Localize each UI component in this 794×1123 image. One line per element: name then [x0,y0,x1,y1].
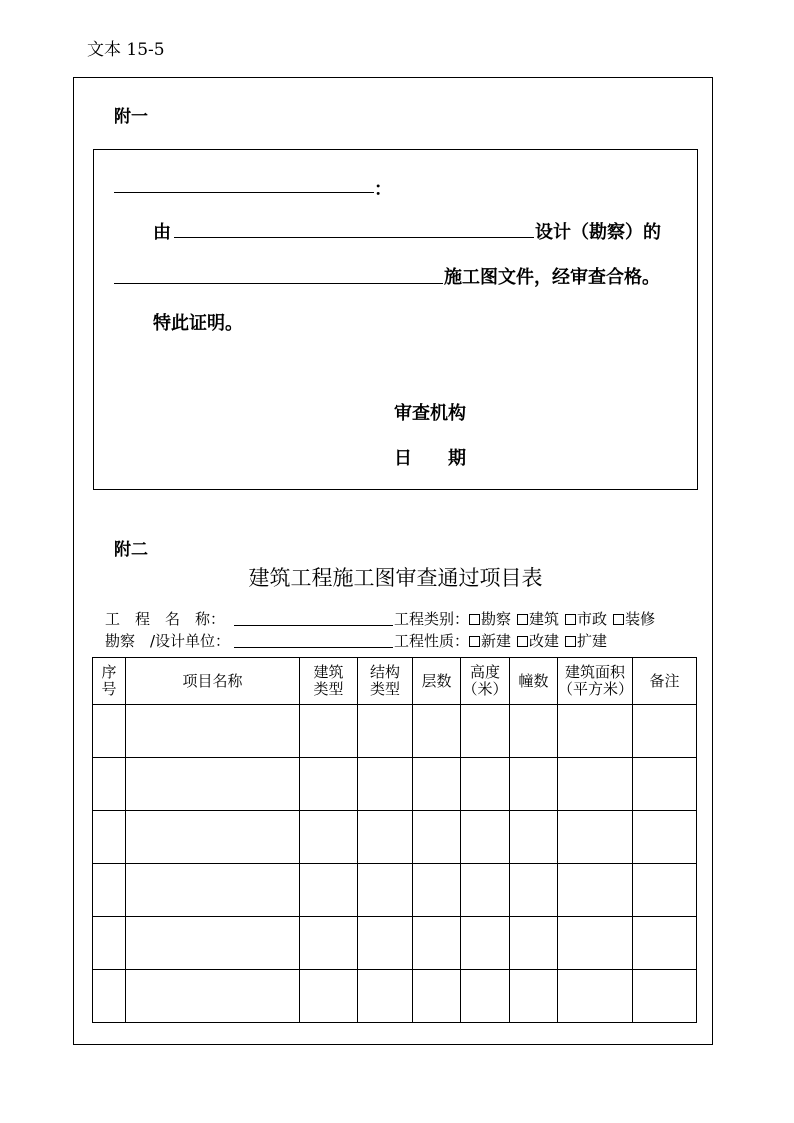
checkbox-icon[interactable] [469,636,480,647]
table-cell[interactable] [461,758,510,811]
table-cell[interactable] [558,864,633,917]
table-cell[interactable] [93,811,126,864]
certify-text: 特此证明。 [153,313,243,334]
category-label: 工程类别： [394,610,470,628]
checkbox-icon[interactable] [517,636,528,647]
project-table [92,657,697,1023]
table-cell[interactable] [633,811,697,864]
option-decoration[interactable]: 装修 [613,610,655,628]
approval-text: 施工图文件，经审查合格。 [444,267,660,288]
table-cell[interactable] [93,758,126,811]
table-cell[interactable] [300,705,358,758]
table-row [93,864,697,917]
table-cell[interactable] [558,758,633,811]
table-cell[interactable] [358,705,413,758]
document-number: 文本 15-5 [87,40,165,60]
table-cell[interactable] [126,917,300,970]
table-cell[interactable] [461,705,510,758]
table-cell[interactable] [358,864,413,917]
table-cell[interactable] [558,811,633,864]
table-cell[interactable] [93,705,126,758]
header-floor-area: 建筑面积 （平方米） [558,658,633,705]
header-structure-type: 结构 类型 [358,658,413,705]
checkbox-icon[interactable] [613,614,624,625]
table-cell[interactable] [510,917,558,970]
table-cell[interactable] [358,970,413,1023]
nature-group [394,630,613,651]
checkbox-icon[interactable] [517,614,528,625]
table-cell[interactable] [633,705,697,758]
header-building-count: 幢数 [510,658,558,705]
table-cell[interactable] [358,811,413,864]
table-cell[interactable] [126,811,300,864]
annex-2-heading: 附二 [114,540,148,560]
by-label: 由 [153,222,171,243]
nature-label: 工程性质： [394,632,470,650]
checkbox-icon[interactable] [565,614,576,625]
table-cell[interactable] [300,864,358,917]
table-cell[interactable] [358,917,413,970]
table-header-row [93,658,697,705]
table-cell[interactable] [93,917,126,970]
table-cell[interactable] [558,917,633,970]
table-cell[interactable] [358,758,413,811]
table-cell[interactable] [300,970,358,1023]
checkbox-icon[interactable] [565,636,576,647]
table-cell[interactable] [126,864,300,917]
annex-1-heading: 附一 [114,107,148,127]
category-group [394,608,661,629]
option-municipal[interactable]: 市政 [565,610,607,628]
table-cell[interactable] [633,917,697,970]
header-height: 高度 （米） [461,658,510,705]
table-row [93,917,697,970]
option-survey[interactable]: 勘察 [469,610,511,628]
table-cell[interactable] [510,811,558,864]
option-renovation[interactable]: 改建 [517,632,559,650]
table-cell[interactable] [510,758,558,811]
table-cell[interactable] [93,864,126,917]
table-cell[interactable] [510,970,558,1023]
table-row [93,705,697,758]
design-survey-text: 设计（勘察）的 [535,222,661,243]
table-cell[interactable] [413,811,461,864]
table-cell[interactable] [300,917,358,970]
table-cell[interactable] [126,705,300,758]
table-cell[interactable] [510,864,558,917]
table-row [93,970,697,1023]
header-project-name: 项目名称 [126,658,300,705]
table-cell[interactable] [633,970,697,1023]
table-cell[interactable] [510,705,558,758]
table-row [93,758,697,811]
design-unit-field-blank[interactable] [234,647,393,648]
table-row [93,811,697,864]
project-blank[interactable] [114,283,443,284]
table-cell[interactable] [558,705,633,758]
table-cell[interactable] [413,970,461,1023]
project-name-label: 工 程 名 称： [105,610,226,628]
table-cell[interactable] [126,758,300,811]
design-unit-blank[interactable] [174,237,534,238]
header-building-type: 建筑 类型 [300,658,358,705]
option-new-build[interactable]: 新建 [469,632,511,650]
header-serial-no: 序 号 [93,658,126,705]
table-cell[interactable] [461,864,510,917]
review-org-label: 审查机构 [394,403,466,424]
table-cell[interactable] [93,970,126,1023]
table-cell[interactable] [300,811,358,864]
project-name-blank[interactable] [234,625,393,626]
table-cell[interactable] [461,811,510,864]
table-cell[interactable] [126,970,300,1023]
table-cell[interactable] [633,864,697,917]
option-extension[interactable]: 扩建 [565,632,607,650]
recipient-colon: ： [374,179,392,200]
date-label: 日 期 [394,448,466,469]
design-unit-label: 勘察 /设计单位： [105,632,231,650]
table-cell[interactable] [413,864,461,917]
table-cell[interactable] [300,758,358,811]
header-remarks: 备注 [633,658,697,705]
header-floors: 层数 [413,658,461,705]
table-cell[interactable] [413,917,461,970]
table-cell[interactable] [413,705,461,758]
table-cell[interactable] [633,758,697,811]
recipient-blank[interactable] [114,192,374,193]
table-cell[interactable] [461,970,510,1023]
option-architecture[interactable]: 建筑 [517,610,559,628]
table-cell[interactable] [558,970,633,1023]
checkbox-icon[interactable] [469,614,480,625]
table-title: 建筑工程施工图审查通过项目表 [248,566,543,590]
table-cell[interactable] [461,917,510,970]
table-cell[interactable] [413,758,461,811]
